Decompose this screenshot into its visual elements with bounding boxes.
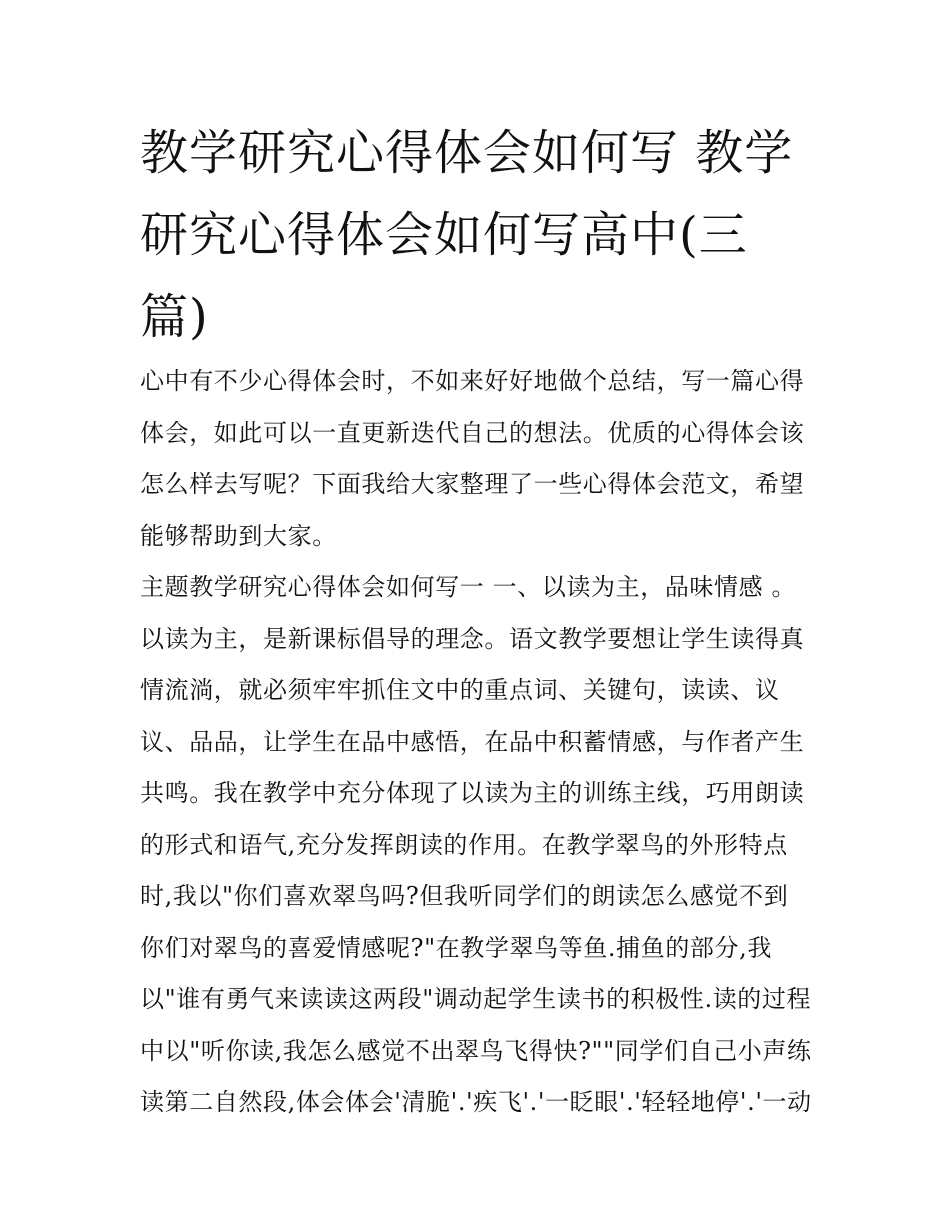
body-line: 心中有不少心得体会时，不如来好好地做个总结，写一篇心得: [140, 367, 805, 395]
document-body: [140, 356, 830, 1129]
title-line: 研究心得体会如何写高中(三: [140, 207, 748, 263]
body-line: 怎么样去写呢？下面我给大家整理了一些心得体会范文，希望: [140, 470, 805, 498]
title-line: 篇): [140, 289, 209, 345]
body-line: 时,我以"你们喜欢翠鸟吗?但我听同学们的朗读怎么感觉不到: [140, 882, 789, 910]
body-line: 你们对翠鸟的喜爱情感呢?"在教学翠鸟等鱼.捕鱼的部分,我: [140, 933, 772, 962]
title-line: 教学研究心得体会如何写 教学: [140, 125, 794, 181]
body-line: 的形式和语气,充分发挥朗读的作用。在教学翠鸟的外形特点: [140, 830, 788, 859]
body-line: 议、品品，让学生在品中感悟，在品中积蓄情感，与作者产生: [140, 727, 805, 756]
document-title: [140, 112, 820, 358]
body-line: 读第二自然段,体会体会'清脆'.'疾飞'.'一眨眼'.'轻轻地停'.'一动: [140, 1088, 812, 1116]
body-line: 情流淌，就必须牢牢抓住文中的重点词、关键句，读读、议: [140, 676, 780, 704]
body-line: 以"谁有勇气来读读这两段"调动起学生读书的积极性.读的过程: [140, 985, 812, 1013]
body-line: 以读为主，是新课标倡导的理念。语文教学要想让学生读得真: [140, 624, 805, 653]
body-line: 能够帮助到大家。: [140, 521, 337, 550]
body-line: 中以"听你读,我怎么感觉不出翠鸟飞得快?""同学们自己小声练: [140, 1036, 812, 1065]
body-line: 主题教学研究心得体会如何写一 一、以读为主，品味情感 。: [140, 573, 797, 601]
body-line: 共鸣。我在教学中充分体现了以读为主的训练主线，巧用朗读: [140, 779, 805, 807]
body-line: 体会，如此可以一直更新迭代自己的想法。优质的心得体会该: [140, 418, 805, 447]
